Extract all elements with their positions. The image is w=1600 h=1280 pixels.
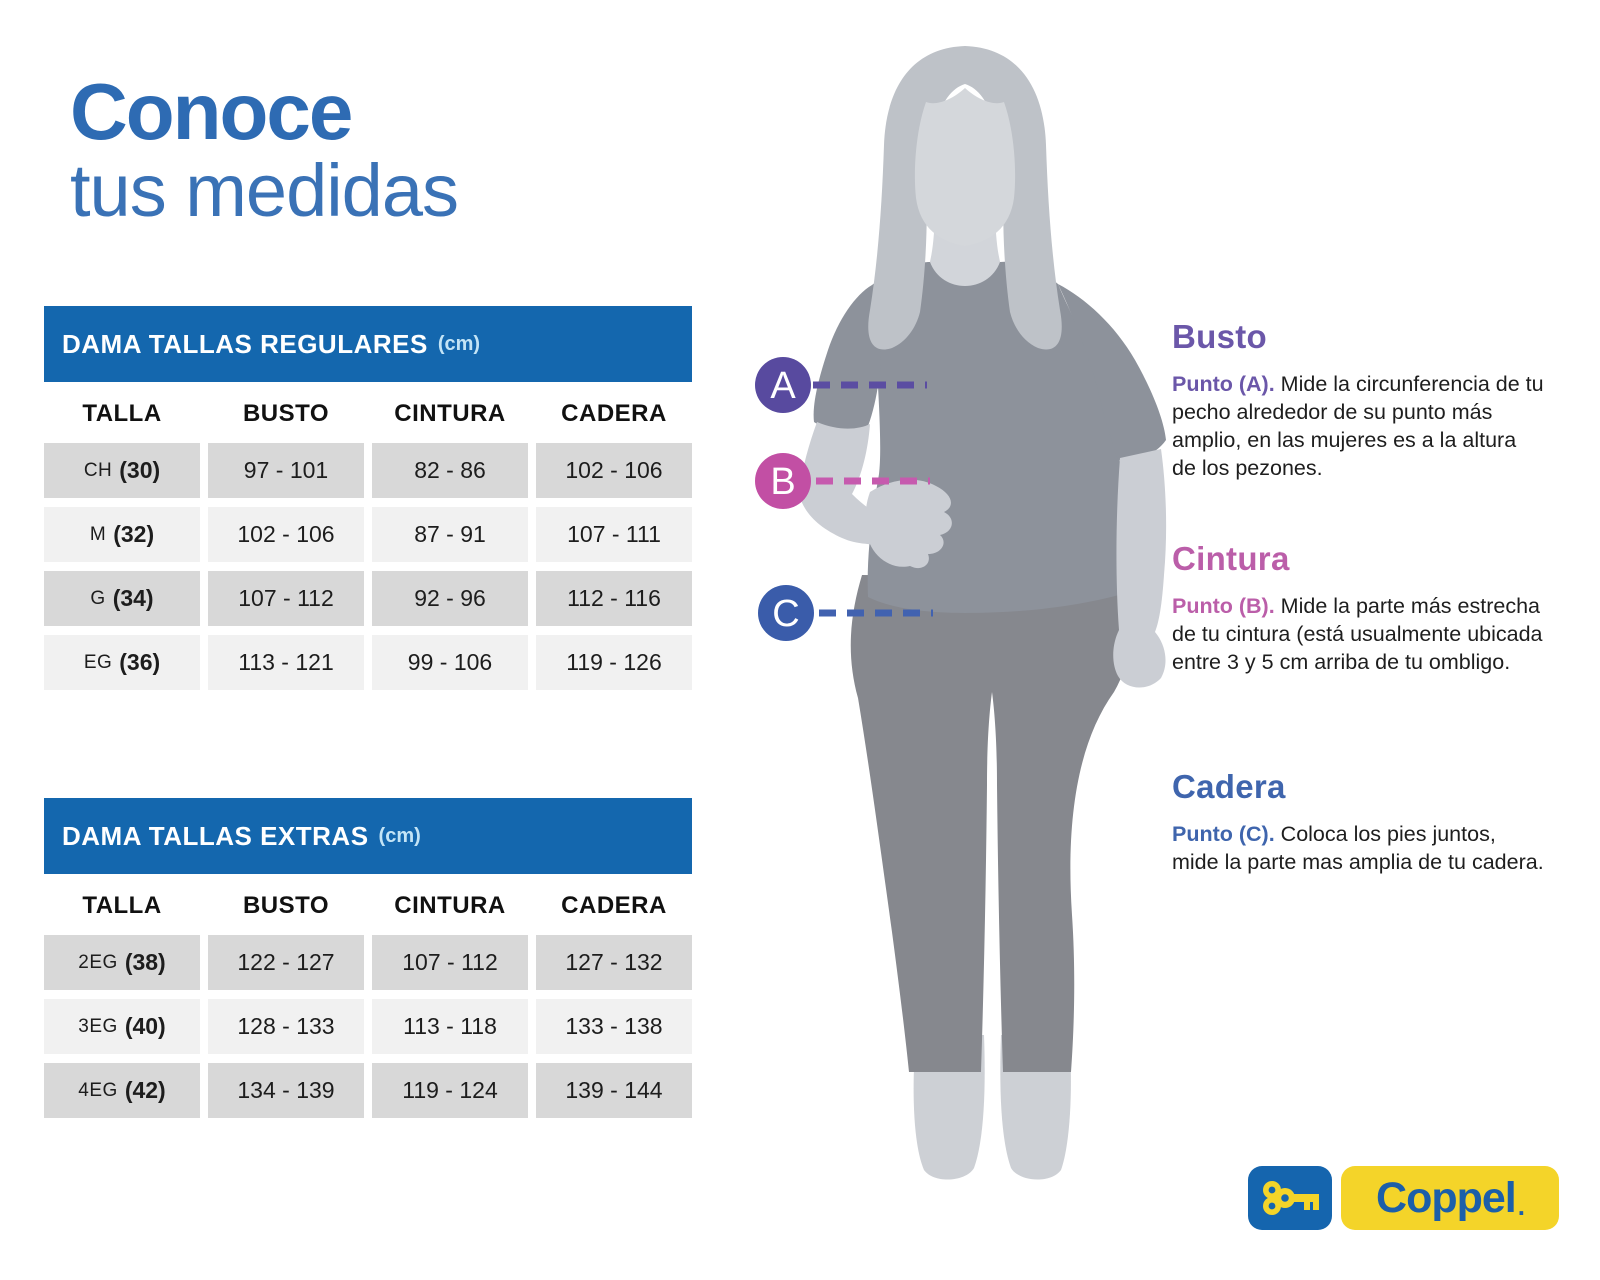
table-row <box>44 443 692 498</box>
cintura-cell: 82 - 86 <box>372 443 528 498</box>
page-title <box>70 67 458 232</box>
column-header-cintura: CINTURA <box>394 400 506 427</box>
column-header-talla: TALLA <box>82 400 162 427</box>
cadera-cell: 127 - 132 <box>536 935 692 990</box>
cadera-cell: 102 - 106 <box>536 443 692 498</box>
marker-c-label: C <box>772 593 800 635</box>
annotation-cintura-heading: Cintura <box>1172 540 1290 577</box>
busto-cell: 134 - 139 <box>208 1063 364 1118</box>
marker-a-label: A <box>770 365 796 407</box>
body-figure-diagram <box>720 30 1200 1200</box>
cintura-cell: 92 - 96 <box>372 571 528 626</box>
table-row <box>44 635 692 690</box>
annotation-busto-point: Punto (A). <box>1172 372 1275 396</box>
size-cell: G (34) <box>44 571 200 626</box>
annotation-busto <box>1172 318 1544 482</box>
annotation-cadera <box>1172 768 1544 876</box>
table-tallas-regulares <box>44 306 692 690</box>
cintura-cell: 113 - 118 <box>372 999 528 1054</box>
table-regulares-title: DAMA TALLAS REGULARES <box>62 328 428 359</box>
annotation-cadera-point: Punto (C). <box>1172 822 1275 846</box>
table-tallas-extras <box>44 798 692 1118</box>
table-row <box>44 507 692 562</box>
cadera-cell: 112 - 116 <box>536 571 692 626</box>
annotation-busto-text: Punto (A). Mide la circunferencia de tu pecho alrededor de su punto más amplio, en las mujeres es a la altura de los pezones. <box>1172 372 1544 480</box>
table-extras-column-headers <box>44 892 692 920</box>
right-arm-shape <box>1113 449 1166 688</box>
busto-cell: 97 - 101 <box>208 443 364 498</box>
busto-cell: 107 - 112 <box>208 571 364 626</box>
table-regulares-rows <box>44 443 692 690</box>
cadera-cell: 139 - 144 <box>536 1063 692 1118</box>
left-sleeve-shape <box>814 285 881 431</box>
column-header-cadera: CADERA <box>561 892 667 919</box>
table-row <box>44 571 692 626</box>
key-icon <box>1259 1179 1321 1217</box>
table-extras-title: DAMA TALLAS EXTRAS <box>62 820 369 851</box>
busto-cell: 102 - 106 <box>208 507 364 562</box>
table-regulares-column-headers <box>44 400 692 428</box>
coppel-wordmark: Coppel . <box>1341 1166 1559 1230</box>
size-cell: 4EG (42) <box>44 1063 200 1118</box>
table-row <box>44 999 692 1054</box>
size-cell: CH (30) <box>44 443 200 498</box>
coppel-trademark-dot: . <box>1517 1191 1524 1221</box>
column-header-busto: BUSTO <box>242 400 330 427</box>
title-line2: tus medidas <box>70 149 458 232</box>
table-row <box>44 935 692 990</box>
table-regulares-unit: (cm) <box>437 332 481 355</box>
cadera-cell: 133 - 138 <box>536 999 692 1054</box>
column-header-cintura: CINTURA <box>394 892 506 919</box>
column-header-busto: BUSTO <box>242 892 330 919</box>
annotation-cintura-point: Punto (B). <box>1172 594 1275 618</box>
cadera-cell: 119 - 126 <box>536 635 692 690</box>
size-cell: 3EG (40) <box>44 999 200 1054</box>
cintura-cell: 99 - 106 <box>372 635 528 690</box>
annotation-cintura <box>1172 540 1544 676</box>
cintura-cell: 107 - 112 <box>372 935 528 990</box>
cintura-cell: 119 - 124 <box>372 1063 528 1118</box>
coppel-key-icon <box>1248 1166 1332 1230</box>
cadera-cell: 107 - 111 <box>536 507 692 562</box>
coppel-logo <box>1248 1166 1559 1230</box>
column-header-cadera: CADERA <box>561 400 667 427</box>
busto-cell: 113 - 121 <box>208 635 364 690</box>
face-shape <box>915 88 1015 246</box>
busto-cell: 122 - 127 <box>208 935 364 990</box>
table-extras-header-bar <box>44 798 692 874</box>
table-regulares-header-bar <box>44 306 692 382</box>
annotation-busto-heading: Busto <box>1172 318 1267 355</box>
annotation-cintura-text: Punto (B). Mide la parte más estrecha de tu cintura (está usualmente ubicada entre 3 y 5 cm arriba de tu ombligo. <box>1172 594 1543 674</box>
size-cell: 2EG (38) <box>44 935 200 990</box>
busto-cell: 128 - 133 <box>208 999 364 1054</box>
column-header-talla: TALLA <box>82 892 162 919</box>
title-line1: Conoce <box>70 67 352 156</box>
size-cell: EG (36) <box>44 635 200 690</box>
table-extras-rows <box>44 935 692 1118</box>
table-extras-unit: (cm) <box>378 824 421 847</box>
pants-shape <box>851 575 1134 1072</box>
annotation-cadera-heading: Cadera <box>1172 768 1286 805</box>
marker-b-label: B <box>770 461 796 503</box>
cintura-cell: 87 - 91 <box>372 507 528 562</box>
table-row <box>44 1063 692 1118</box>
size-cell: M (32) <box>44 507 200 562</box>
annotation-cadera-text: Punto (C). Coloca los pies juntos, mide la parte mas amplia de tu cadera. <box>1172 822 1544 874</box>
